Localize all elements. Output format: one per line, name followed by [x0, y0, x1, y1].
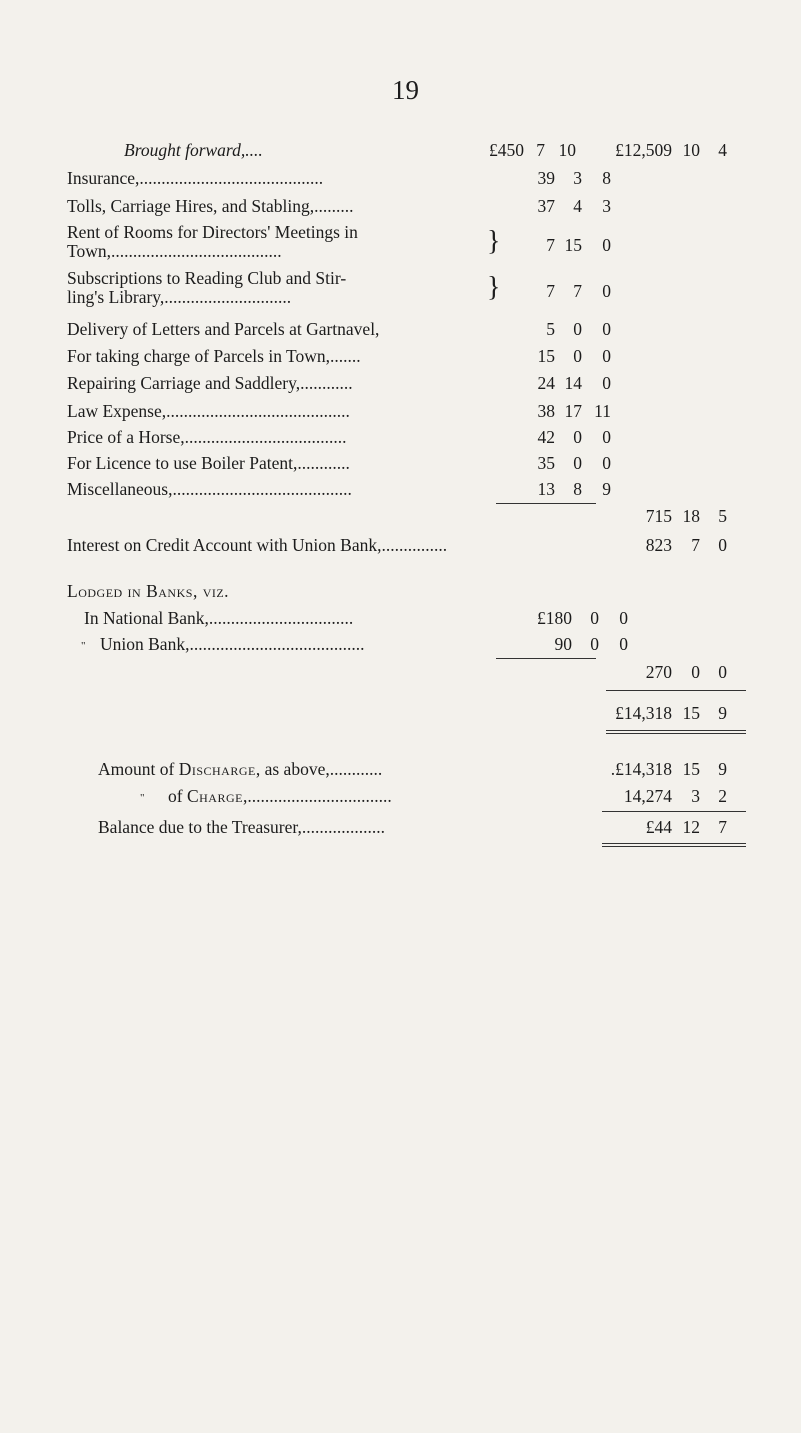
bank-pence: 0	[619, 608, 628, 628]
bank-pounds: £180	[537, 608, 572, 628]
subtotal-shillings: 18	[682, 506, 700, 526]
item-shillings: 0	[573, 346, 582, 366]
item-label-line-2: Town,.......................................	[67, 241, 282, 261]
balance-double-rule	[602, 843, 746, 847]
grand-total-shillings: 15	[682, 703, 700, 723]
brace-mark: }	[487, 226, 501, 257]
item-shillings: 3	[573, 168, 582, 188]
lodged-heading: Lodged in Banks, viz.	[67, 581, 230, 601]
item-shillings: 0	[573, 453, 582, 473]
item-label: Tolls, Carriage Hires, and Stabling,.........	[67, 196, 354, 216]
brought-forward-b-pence: 4	[718, 140, 727, 160]
item-pounds: 38	[537, 401, 555, 421]
item-pence: 11	[594, 401, 611, 421]
item-label: Repairing Carriage and Saddlery,............	[67, 373, 353, 393]
item-pence: 0	[602, 346, 611, 366]
item-shillings: 15	[564, 235, 582, 255]
item-label: Miscellaneous,.........................................	[67, 479, 352, 499]
brace-mark: }	[487, 272, 501, 303]
item-label-line-1: Subscriptions to Reading Club and Stir-	[67, 268, 347, 288]
item-pence: 8	[602, 168, 611, 188]
brought-forward-a-shillings: 7	[536, 140, 545, 160]
grand-total-rule	[606, 690, 746, 691]
ditto-mark: "	[81, 640, 86, 652]
subtotal-pounds: 715	[645, 506, 672, 526]
item-pounds: 24	[537, 373, 555, 393]
bank-label: In National Bank,.................................	[84, 608, 354, 628]
summary-rule	[602, 811, 746, 812]
summary-pounds: £44	[645, 817, 672, 837]
ditto-mark: "	[140, 792, 145, 804]
item-label: For taking charge of Parcels in Town,.......	[67, 346, 361, 366]
item-pence: 3	[602, 196, 611, 216]
item-shillings: 8	[573, 479, 582, 499]
item-label: Law Expense,..........................................	[67, 401, 350, 421]
interest-label: Interest on Credit Account with Union Bank,...............	[67, 535, 448, 555]
item-pence: 9	[602, 479, 611, 499]
item-label: For Licence to use Boiler Patent,............	[67, 453, 350, 473]
item-shillings: 14	[564, 373, 582, 393]
bank-shillings: 0	[590, 634, 599, 654]
bank-label: Union Bank,........................................	[100, 634, 365, 654]
summary-shillings: 15	[682, 759, 700, 779]
grand-total-pence: 9	[718, 703, 727, 723]
item-row	[67, 269, 667, 311]
bank-total-shillings: 0	[691, 662, 700, 682]
summary-pounds: .£14,318	[610, 759, 672, 779]
item-label-line-1: Rent of Rooms for Directors' Meetings in	[67, 222, 358, 242]
item-pence: 0	[602, 373, 611, 393]
subtotal-rule	[496, 503, 596, 504]
item-pounds: 7	[546, 235, 555, 255]
interest-pounds: 823	[645, 535, 672, 555]
bank-rule	[496, 658, 596, 659]
summary-label: Balance due to the Treasurer,...................	[98, 817, 386, 837]
bank-total-pounds: 270	[645, 662, 672, 682]
item-pounds: 37	[537, 196, 555, 216]
interest-pence: 0	[718, 535, 727, 555]
summary-shillings: 12	[682, 817, 700, 837]
item-shillings: 0	[573, 319, 582, 339]
brought-forward-b-pounds: £12,509	[615, 140, 672, 160]
item-pounds: 13	[537, 479, 555, 499]
subtotal-pence: 5	[718, 506, 727, 526]
interest-shillings: 7	[691, 535, 700, 555]
item-pounds: 15	[537, 346, 555, 366]
page-number: 19	[392, 75, 419, 105]
item-shillings: 7	[573, 281, 582, 301]
summary-shillings: 3	[691, 786, 700, 806]
item-label: Delivery of Letters and Parcels at Gartnavel,	[67, 319, 380, 339]
item-pounds: 7	[546, 281, 555, 301]
summary-pence: 2	[718, 786, 727, 806]
item-pence: 0	[602, 281, 611, 301]
item-row	[67, 223, 667, 265]
summary-label: of Charge,.................................	[168, 786, 392, 806]
item-pounds: 35	[537, 453, 555, 473]
item-pounds: 42	[537, 427, 555, 447]
bank-shillings: 0	[590, 608, 599, 628]
brought-forward-a-pence: 10	[558, 140, 576, 160]
summary-pounds: 14,274	[623, 786, 672, 806]
item-label-line-2: ling's Library,.............................	[67, 287, 292, 307]
item-label: Insurance,..........................................	[67, 168, 324, 188]
summary-pence: 7	[718, 817, 727, 837]
bank-pounds: 90	[554, 634, 572, 654]
item-shillings: 4	[573, 196, 582, 216]
summary-pence: 9	[718, 759, 727, 779]
brought-forward-b-shillings: 10	[682, 140, 700, 160]
item-pounds: 39	[537, 168, 555, 188]
item-shillings: 0	[573, 427, 582, 447]
brought-forward-label: Brought forward,....	[124, 140, 263, 160]
item-pounds: 5	[546, 319, 555, 339]
grand-total-double-rule	[606, 730, 746, 734]
summary-label-text: Amount of Discharge, as above,............	[98, 759, 383, 779]
bank-total-pence: 0	[718, 662, 727, 682]
bank-pence: 0	[619, 634, 628, 654]
item-pence: 0	[602, 427, 611, 447]
item-shillings: 17	[564, 401, 582, 421]
item-pence: 0	[602, 453, 611, 473]
item-pence: 0	[602, 319, 611, 339]
item-label: Price of a Horse,.....................................	[67, 427, 347, 447]
grand-total-pounds: £14,318	[615, 703, 672, 723]
brought-forward-a-pounds: £450	[489, 140, 524, 160]
summary-label	[98, 758, 382, 780]
item-pence: 0	[602, 235, 611, 255]
